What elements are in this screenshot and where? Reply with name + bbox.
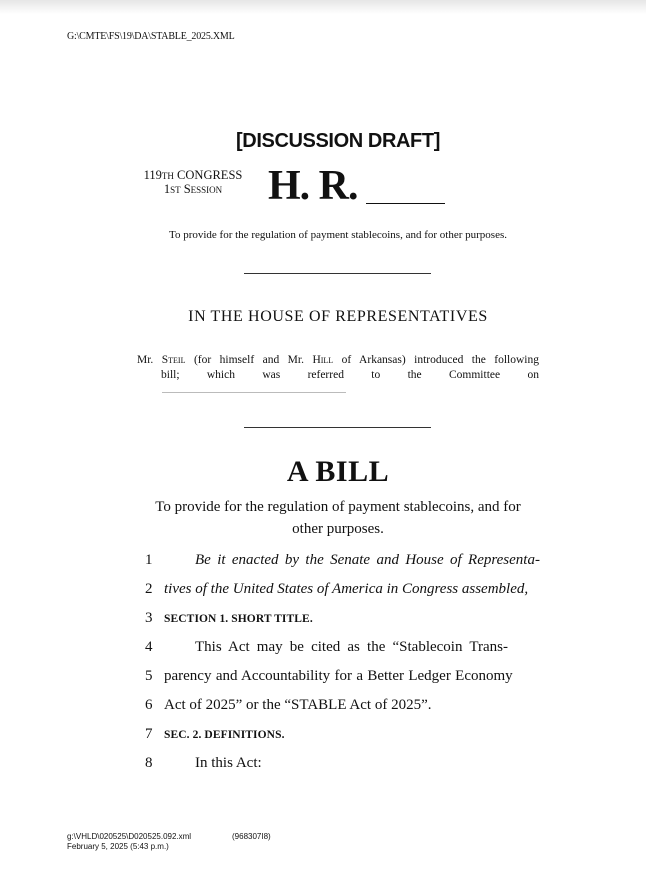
footer-job-code: (968307I8) [232,832,271,841]
divider-rule [244,273,431,274]
line-number: 8 [145,755,153,771]
committee-blank [162,392,346,393]
section-text: parency and Accountability for a Better Ledger Economy [164,668,513,684]
word: it [217,552,226,568]
enacting-clause [195,552,540,569]
bill-number-blank [366,203,445,204]
introduction-line-2: bill; which was referred to the Committee on [161,369,539,381]
word: Representa- [468,552,540,568]
session-label: 1st Session [163,182,223,196]
footer-file-path: g:\VHLD\020525\D020525.092.xml [67,832,192,841]
top-shade [0,0,646,14]
sponsor-name: Steil [161,354,186,366]
line-number: 5 [145,668,153,684]
long-purpose: To provide for the regulation of payment stablecoins, and for other purposes. [155,499,521,537]
discussion-draft-label: [DISCUSSION DRAFT] [236,130,440,152]
bill-line [140,581,540,601]
bill-line [140,610,540,630]
word: enacted [231,552,279,568]
bill-line [140,639,540,659]
bill-line [140,697,540,717]
bill-line [140,726,540,746]
line-number: 3 [145,610,153,626]
word: House [405,552,444,568]
word: of [450,552,462,568]
section-heading: SEC. 2. DEFINITIONS. [164,729,285,741]
section-heading: SECTION 1. SHORT TITLE. [164,613,313,625]
footer-timestamp: February 5, 2025 (5:43 p.m.) [67,842,169,851]
footer-info [67,832,191,852]
word: the [305,552,324,568]
enacting-clause: tives of the United States of America in Congress assembled, [164,581,529,597]
chamber-heading: IN THE HOUSE OF REPRESENTATIVES [188,308,488,325]
line-number: 2 [145,581,153,597]
section-text: This Act may be cited as the “Stablecoin Trans- [195,639,508,655]
bill-line [140,552,540,572]
section-text: In this Act: [195,755,262,771]
bill-designation: H. R. [268,163,358,209]
introduction-line-1: Mr. Steil (for himself and Mr. Hill of Arkansas) introduced the following [137,354,540,366]
bill-line [140,668,540,688]
congress-label: 119th CONGRESS [143,168,243,182]
line-number: 6 [145,697,153,713]
line-number: 4 [145,639,153,655]
bill-line [140,755,540,775]
divider-rule [244,427,431,428]
word: Senate [330,552,371,568]
line-number: 7 [145,726,153,742]
header-file-path: G:\CMTE\FS\19\DA\STABLE_2025.XML [67,31,235,42]
word: by [284,552,300,568]
congress-session-block [128,168,258,196]
line-number: 1 [145,552,153,568]
section-text: Act of 2025” or the “STABLE Act of 2025”. [164,697,432,713]
cosponsor-name: Hill [312,354,334,366]
a-bill-heading: A BILL [286,455,390,488]
word: Be [195,552,211,568]
short-purpose: To provide for the regulation of payment stablecoins, and for other purposes. [169,229,507,241]
word: and [376,552,399,568]
